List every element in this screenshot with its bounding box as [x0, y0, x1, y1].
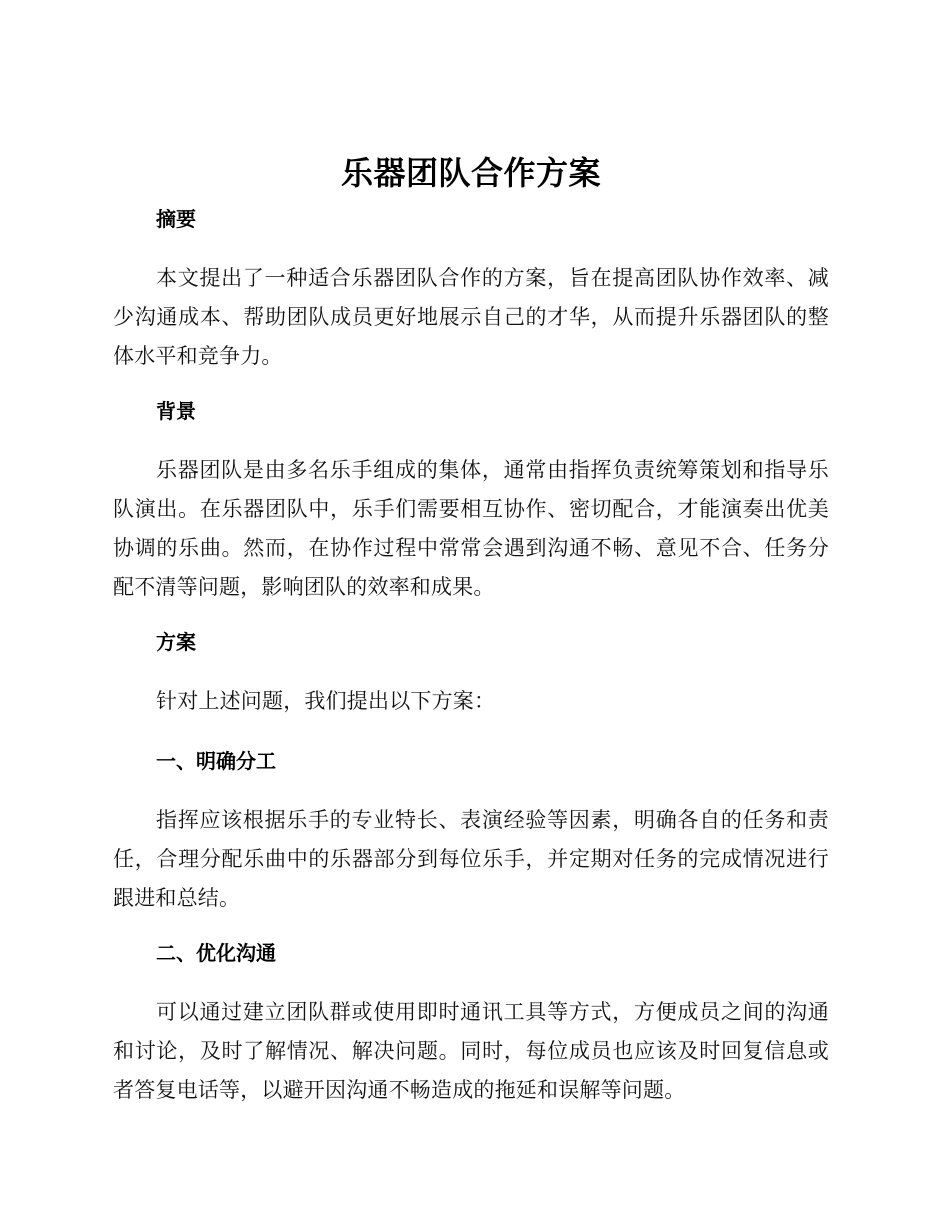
item1-paragraph: 指挥应该根据乐手的专业特长、表演经验等因素，明确各自的任务和责任，合理分配乐曲中的乐器部分到每位乐手，并定期对任务的完成情况进行跟进和总结。 — [113, 808, 829, 910]
item2-paragraph: 可以通过建立团队群或使用即时通讯工具等方式，方便成员之间的沟通和讨论，及时了解情况、解决问题。同时，每位成员也应该及时回复信息或者答复电话等，以避开因沟通不畅造成的拖延和误解等问题。 — [113, 1000, 829, 1102]
document-title: 乐器团队合作方案 — [340, 154, 601, 192]
item2-heading: 二、优化沟通 — [156, 941, 276, 965]
abstract-paragraph: 本文提出了一种适合乐器团队合作的方案，旨在提高团队协作效率、减少沟通成本、帮助团队成员更好地展示自己的才华，从而提升乐器团队的整体水平和竞争力。 — [113, 266, 829, 368]
background-heading: 背景 — [156, 399, 196, 423]
item1-heading: 一、明确分工 — [156, 749, 276, 773]
plan-heading: 方案 — [156, 630, 196, 654]
plan-intro-paragraph: 针对上述问题，我们提出以下方案： — [156, 689, 496, 713]
document-body — [113, 150, 829, 1130]
background-paragraph: 乐器团队是由多名乐手组成的集体，通常由指挥负责统筹策划和指导乐队演出。在乐器团队中，乐手们需要相互协作、密切配合，才能演奏出优美协调的乐曲。然而，在协作过程中常常会遇到沟通不畅、意见不合、任务分配不清等问题，影响团队的效率和成果。 — [113, 458, 829, 599]
abstract-heading: 摘要 — [156, 207, 196, 231]
